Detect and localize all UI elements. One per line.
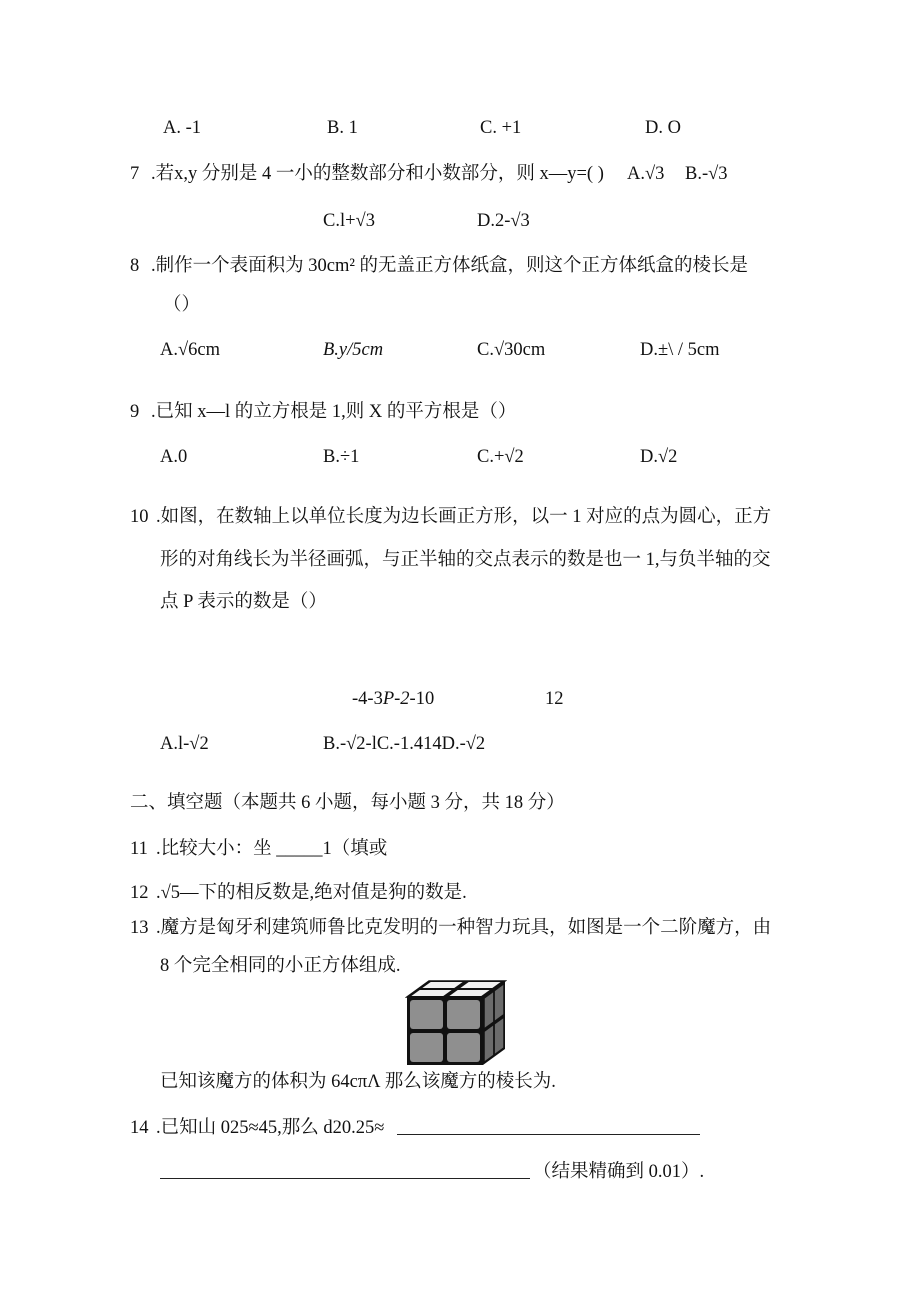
q7-number: 7 [130,164,140,184]
number-line-label-left: -4-3 [352,689,383,709]
q8-option-c: C.√30cm [477,340,546,360]
q8-stem: .制作一个表面积为 30cm² 的无盖正方体纸盒，则这个正方体纸盒的棱长是 [151,256,749,276]
number-line-label-p: P-2 [382,689,410,709]
q14-number: 14 [130,1118,149,1138]
q14-stem: .已知山 025≈45,那么 d20.25≈ [156,1118,385,1138]
q11-number: 11 [130,839,148,859]
cube-sticker [447,1000,480,1029]
q8-option-b: B.y/5cm [323,340,384,360]
q7-option-c: C.l+√3 [323,211,375,231]
q9-option-c: C.+√2 [477,447,524,467]
q13-stem-line-3: 已知该魔方的体积为 64cπΛ 那么该魔方的棱长为. [160,1072,556,1092]
q12-stem: .√5—下的相反数是,绝对值是狗的数是. [156,883,467,903]
q10-stem-line-1: .如图，在数轴上以单位长度为边长画正方形，以一 1 对应的点为圆心，正方 [156,507,772,527]
answer-blank [397,1134,700,1135]
cube-sticker [410,1033,443,1062]
q8-number: 8 [130,256,140,276]
q8-option-d: D.±\ / 5cm [640,340,720,360]
q8-option-a: A.√6cm [160,340,220,360]
q9-option-d: D.√2 [640,447,678,467]
q11-stem: .比较大小：坐 _____1（填或 [156,839,388,859]
number-line-label-zero: -10 [409,689,435,709]
q13-stem-line-1: .魔方是匈牙利建筑师鲁比克发明的一种智力玩具，如图是一个二阶魔方，由 [156,918,772,938]
q6-option-a: A. -1 [163,118,202,138]
answer-blank [160,1178,530,1179]
q9-option-b: B.÷1 [323,447,360,467]
q7-option-b: B.-√3 [685,164,728,184]
cube-sticker [447,1033,480,1062]
number-line-label-right: 12 [545,689,564,709]
cube-sticker [485,1026,493,1061]
q13-number: 13 [130,918,149,938]
section-heading: 二、填空题（本题共 6 小题，每小题 3 分，共 18 分） [130,793,565,813]
q13-stem-line-2: 8 个完全相同的小正方体组成. [160,956,401,976]
q10-stem-line-2: 形的对角线长为半径画弧，与正半轴的交点表示的数是也一 1,与负半轴的交 [160,550,771,570]
q8-stem-continuation: （） [163,295,201,315]
q9-stem: .已知 x—l 的立方根是 1,则 X 的平方根是（） [151,402,517,422]
q14-precision-note: （结果精确到 0.01）. [533,1162,705,1182]
q12-number: 12 [130,883,149,903]
cube-sticker [495,985,503,1020]
rubiks-cube-2x2-icon [405,975,507,1067]
q7-stem: .若x,y 分别是 4 一小的整数部分和小数部分，则 x—y=( ) [151,164,604,184]
q9-number: 9 [130,402,140,422]
q7-option-d: D.2-√3 [477,211,530,231]
q10-option-a: A.l-√2 [160,734,209,754]
q7-option-a: A.√3 [627,164,665,184]
cube-sticker [495,1018,503,1053]
cube-front-face [407,997,483,1065]
q10-stem-line-3: 点 P 表示的数是（） [160,592,327,612]
q6-option-b: B. 1 [327,118,358,138]
q9-option-a: A.0 [160,447,188,467]
q6-option-c: C. +1 [480,118,522,138]
cube-sticker [485,992,493,1027]
q6-option-d: D. O [645,118,681,138]
q10-option-bcd: B.-√2-lC.-1.414D.-√2 [323,734,486,754]
cube-sticker [410,1000,443,1029]
q10-number: 10 [130,507,149,527]
number-line-labels [352,687,434,711]
